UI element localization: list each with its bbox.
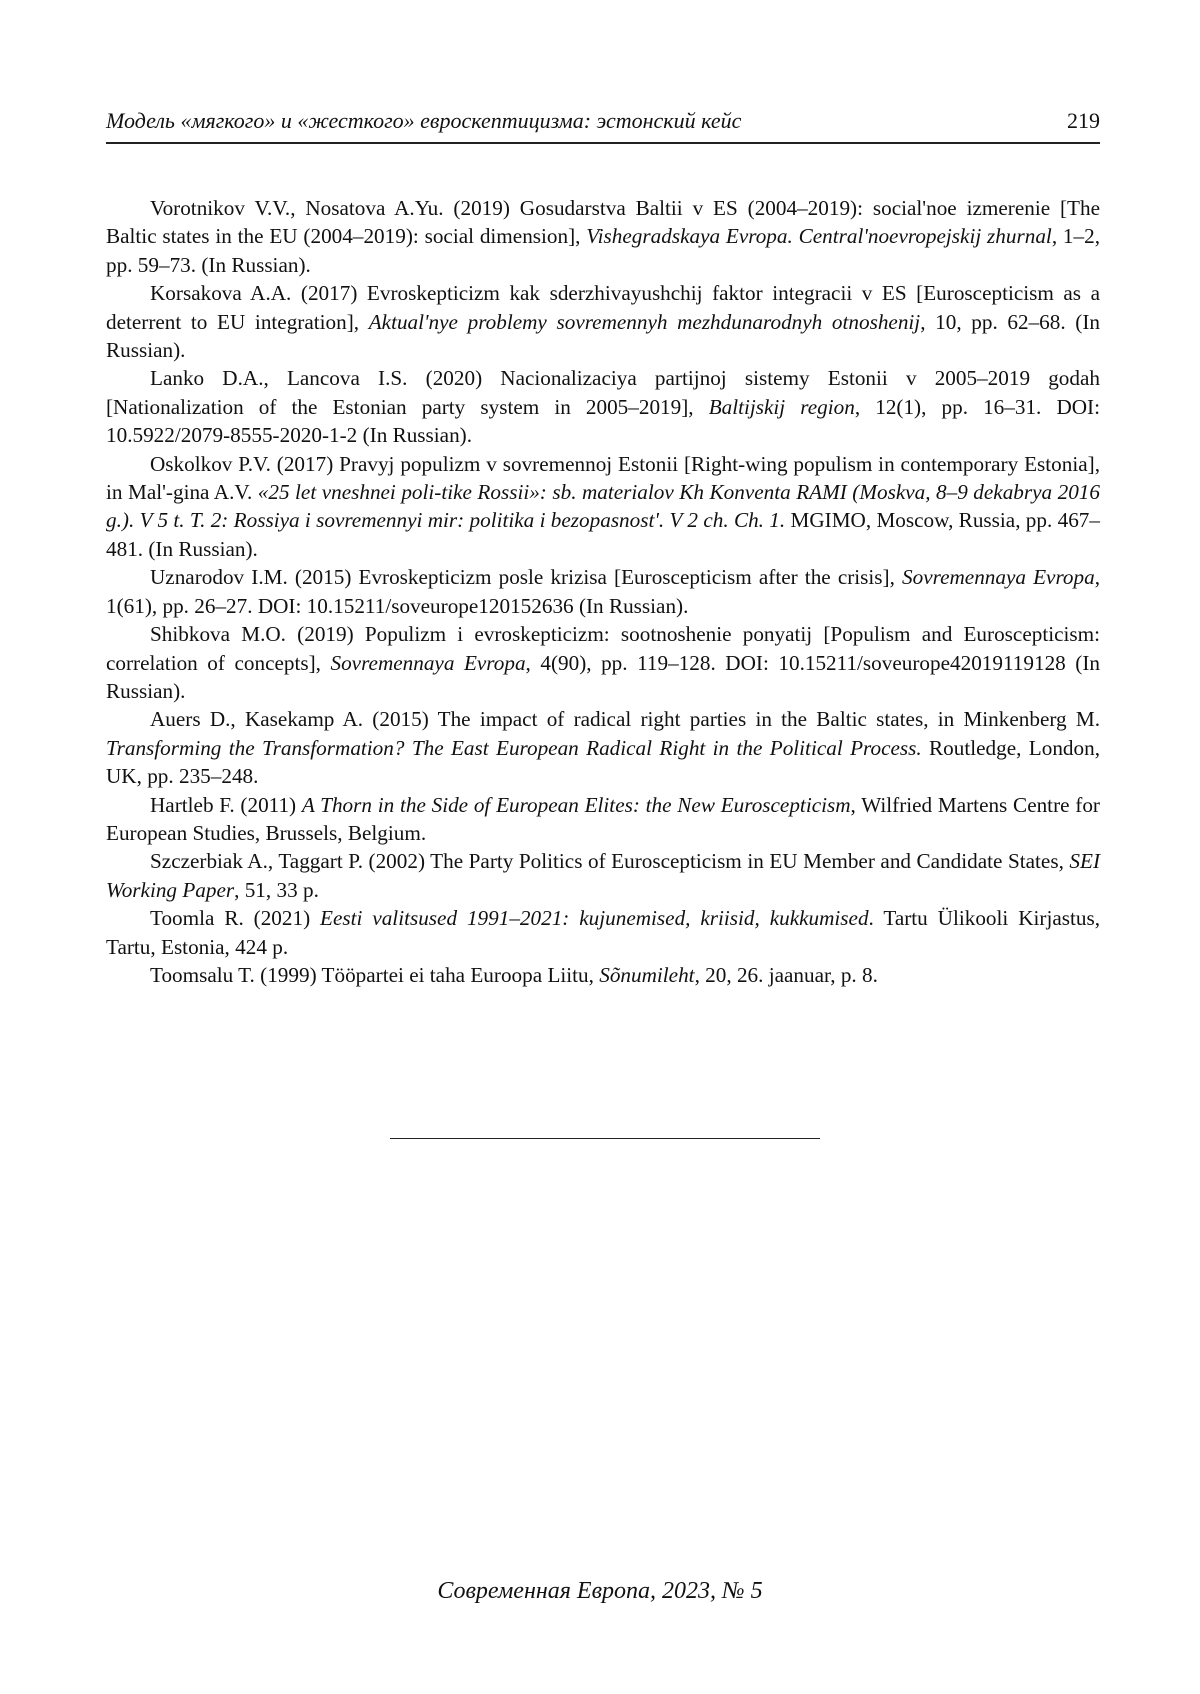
reference-text: Shibkova M.O. (2019) Populizm i evroskepticizm: sootnoshenie ponyatij [Populism and Euroscepticism: correlation of concepts],: [106, 622, 1100, 675]
reference-source-title: «25 let vneshnei poli-tike Rossii»: sb. materialov Kh Konventa RAMI (Moskva, 8–9 dekabrya 2016 g.). V 5 t. T. 2: Rossiya i sovremennyi mir: politika i bezopasnost'. V 2 ch. Ch. 1.: [106, 480, 1100, 533]
reference-text: Vorotnikov V.V., Nosatova A.Yu. (2019) Gosudarstva Baltii v ES (2004–2019): social'noe izmerenie [The Baltic states in the EU (2004–2019): social dimension],: [106, 196, 1100, 249]
running-title: Модель «мягкого» и «жесткого» евроскептицизма: эстонский кейс: [106, 108, 742, 133]
reference-text: Toomla R. (2021): [150, 906, 321, 931]
reference-source-title: Baltijskij region: [708, 394, 855, 419]
reference-source-title: Sovremennaya Evropa: [902, 565, 1095, 590]
reference-item: [106, 904, 1100, 961]
reference-item: [106, 620, 1100, 705]
reference-source-title: Sõnumileht: [599, 962, 695, 987]
reference-text: Korsakova A.A. (2017) Evroskepticizm kak sderzhivayushchij faktor integracii v ES [Euroscepticism as a deterrent to EU integration],: [106, 281, 1100, 334]
reference-source-title: A Thorn in the Side of European Elites: the New Euroscepticism: [301, 792, 851, 817]
reference-text: , 10, pp. 62–68. (In Russian).: [106, 309, 1100, 363]
reference-text: Auers D., Kasekamp A. (2015) The impact of radical right parties in the Baltic states, in Minkenberg M.: [150, 707, 1100, 732]
reference-text: Oskolkov P.V. (2017) Pravyj populizm v sovremennoj Estonii [Right-wing populism in contemporary Estonia], in Mal'-gina A.V.: [106, 451, 1100, 505]
reference-item: [106, 791, 1100, 848]
reference-item: [106, 705, 1100, 790]
reference-item: [106, 563, 1100, 620]
reference-list: [106, 194, 1100, 989]
page-number: 219: [1067, 108, 1100, 133]
end-of-article-rule: [390, 1138, 820, 1139]
reference-text: , 51, 33 p.: [234, 877, 319, 902]
reference-source-title: Vishegradskaya Evropa. Central'noevropejskij zhurnal: [586, 224, 1052, 249]
reference-source-title: SEI Working Paper: [106, 849, 1100, 902]
reference-text: , 20, 26. jaanuar, p. 8.: [694, 962, 878, 987]
reference-text: Uznarodov I.M. (2015) Evroskepticizm posle krizisa [Euroscepticism after the crisis],: [150, 565, 903, 590]
reference-text: , 1–2, pp. 59–73. (In Russian).: [106, 224, 1101, 277]
journal-footer: Современная Европа, 2023, № 5: [437, 1578, 763, 1604]
reference-item: [106, 194, 1100, 279]
reference-item: [106, 364, 1100, 449]
reference-text: Routledge, London, UK, pp. 235–248.: [106, 735, 1100, 789]
reference-item: [106, 961, 1100, 989]
reference-text: Szczerbiak A., Taggart P. (2002) The Party Politics of Euroscepticism in EU Member and Candidate States,: [150, 849, 1070, 874]
reference-source-title: Eesti valitsused 1991–2021: kujunemised, kriisid, kukkumised: [320, 906, 869, 931]
reference-text: Toomsalu T. (1999) Tööpartei ei taha Euroopa Liitu,: [150, 962, 600, 987]
running-head: [106, 104, 1100, 144]
reference-source-title: Transforming the Transformation? The East European Radical Right in the Political Process.: [106, 735, 922, 760]
reference-text: . Tartu Ülikooli Kirjastus, Tartu, Estonia, 424 p.: [106, 906, 1100, 959]
reference-item: [106, 847, 1100, 904]
reference-text: , 1(61), pp. 26–27. DOI: 10.15211/soveurope120152636 (In Russian).: [106, 565, 1100, 618]
reference-text: , 4(90), pp. 119–128. DOI: 10.15211/soveurope42019119128 (In Russian).: [106, 650, 1100, 703]
reference-item: [106, 450, 1100, 564]
reference-text: Hartleb F. (2011): [150, 792, 302, 817]
reference-source-title: Aktual'nye problemy sovremennyh mezhdunarodnyh otnoshenij: [368, 309, 921, 334]
reference-text: Lanko D.A., Lancova I.S. (2020) Nacionalizaciya partijnoj sistemy Estonii v 2005–2019 godah [Nationalization of the Estonian party system in 2005–2019],: [106, 366, 1100, 419]
reference-source-title: Sovremennaya Evropa: [330, 650, 526, 675]
reference-text: , Wilfried Martens Centre for European Studies, Brussels, Belgium.: [106, 792, 1100, 845]
reference-item: [106, 279, 1100, 364]
reference-text: , 12(1), pp. 16–31. DOI: 10.5922/2079-8555-2020-1-2 (In Russian).: [106, 394, 1100, 448]
reference-text: MGIMO, Moscow, Russia, pp. 467–481. (In Russian).: [106, 508, 1100, 561]
